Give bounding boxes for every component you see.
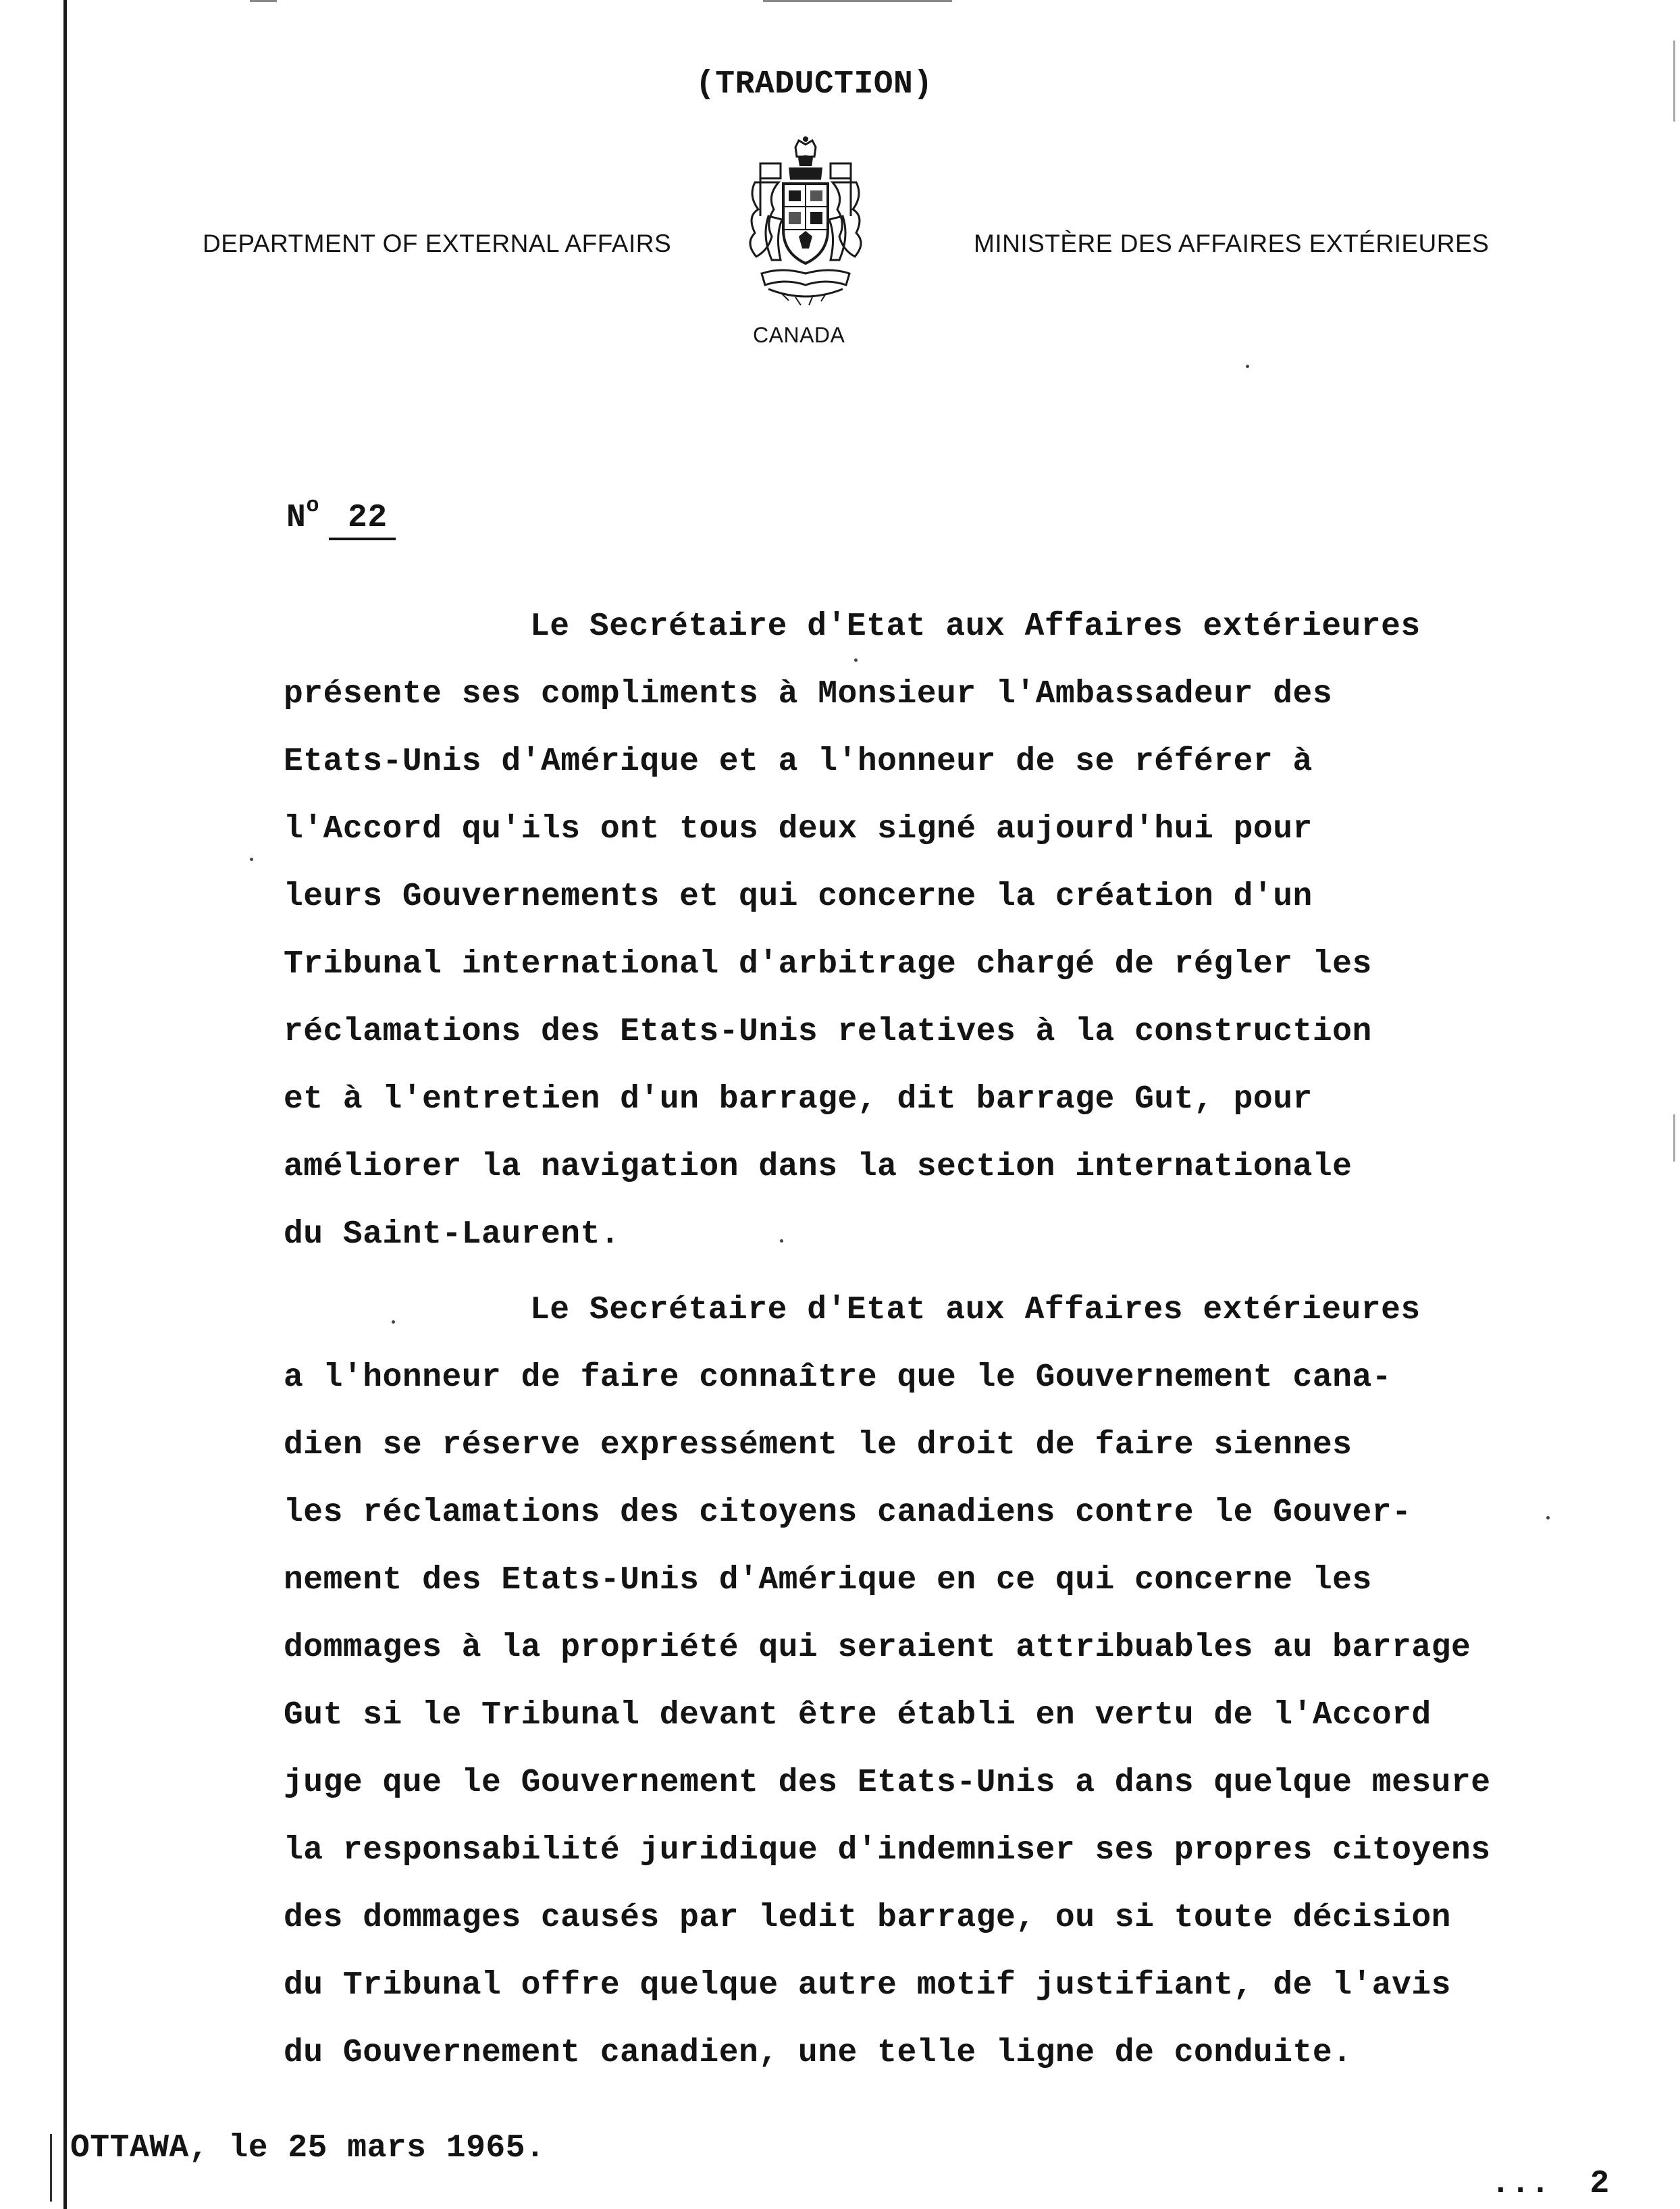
body-line: Gut si le Tribunal devant être établi en vertu de l'Accord: [284, 1697, 1432, 1734]
body-line: juge que le Gouvernement des Etats-Unis a dans quelque mesure: [284, 1765, 1491, 1801]
continued-page-marker: ... 2: [1491, 2166, 1610, 2202]
body-line: Le Secrétaire d'Etat aux Affaires extérieures: [530, 1292, 1421, 1328]
body-line: a l'honneur de faire connaître que le Gouvernement cana-: [284, 1359, 1392, 1396]
scan-speck: [854, 658, 858, 662]
body-line: du Tribunal offre quelque autre motif justifiant, de l'avis: [284, 1967, 1451, 2004]
margin-rule: [63, 0, 67, 2209]
scan-edge-mark: [763, 0, 952, 2]
margin-mark: [50, 2134, 52, 2202]
note-number-label: N: [286, 500, 307, 536]
translation-heading: (TRADUCTION): [695, 66, 933, 103]
country-label: CANADA: [753, 323, 845, 347]
note-number: [286, 493, 396, 540]
scan-speck: [1546, 1516, 1550, 1519]
note-number-superscript: o: [306, 493, 320, 518]
scan-speck: [392, 1320, 395, 1324]
body-line: dommages à la propriété qui seraient attribuables au barrage: [284, 1630, 1471, 1666]
department-name-english: DEPARTMENT OF EXTERNAL AFFAIRS: [203, 230, 672, 257]
body-line: présente ses compliments à Monsieur l'Ambassadeur des: [284, 676, 1333, 712]
scan-edge-mark: [250, 0, 277, 2]
place-and-date: OTTAWA, le 25 mars 1965.: [70, 2130, 546, 2166]
body-line: leurs Gouvernements et qui concerne la création d'un: [284, 879, 1313, 915]
body-line: du Gouvernement canadien, une telle ligne de conduite.: [284, 2035, 1353, 2071]
scan-speck: [1246, 365, 1249, 368]
body-line: dien se réserve expressément le droit de faire siennes: [284, 1427, 1353, 1463]
body-line: l'Accord qu'ils ont tous deux signé aujourd'hui pour: [284, 811, 1313, 848]
department-name-french: MINISTÈRE DES AFFAIRES EXTÉRIEURES: [974, 230, 1490, 257]
scan-edge-mark: [1673, 1114, 1675, 1162]
body-line: la responsabilité juridique d'indemniser ses propres citoyens: [284, 1832, 1491, 1869]
body-line: les réclamations des citoyens canadiens contre le Gouver-: [284, 1495, 1412, 1531]
body-line: et à l'entretien d'un barrage, dit barrage Gut, pour: [284, 1081, 1313, 1118]
body-line: Etats-Unis d'Amérique et a l'honneur de se référer à: [284, 744, 1313, 780]
canada-coat-of-arms-icon: [741, 135, 870, 314]
body-line: des dommages causés par ledit barrage, ou si toute décision: [284, 1900, 1451, 1936]
scan-edge-mark: [1673, 41, 1675, 122]
body-line: du Saint-Laurent.: [284, 1216, 621, 1253]
scan-speck: [780, 1239, 783, 1243]
note-number-value: 22: [329, 498, 396, 540]
scan-speck: [250, 858, 253, 861]
body-line: réclamations des Etats-Unis relatives à la construction: [284, 1014, 1372, 1050]
body-line: Tribunal international d'arbitrage chargé de régler les: [284, 946, 1372, 983]
body-line: nement des Etats-Unis d'Amérique en ce qui concerne les: [284, 1562, 1372, 1599]
body-line: Le Secrétaire d'Etat aux Affaires extérieures: [530, 608, 1421, 645]
body-line: améliorer la navigation dans la section internationale: [284, 1149, 1353, 1185]
